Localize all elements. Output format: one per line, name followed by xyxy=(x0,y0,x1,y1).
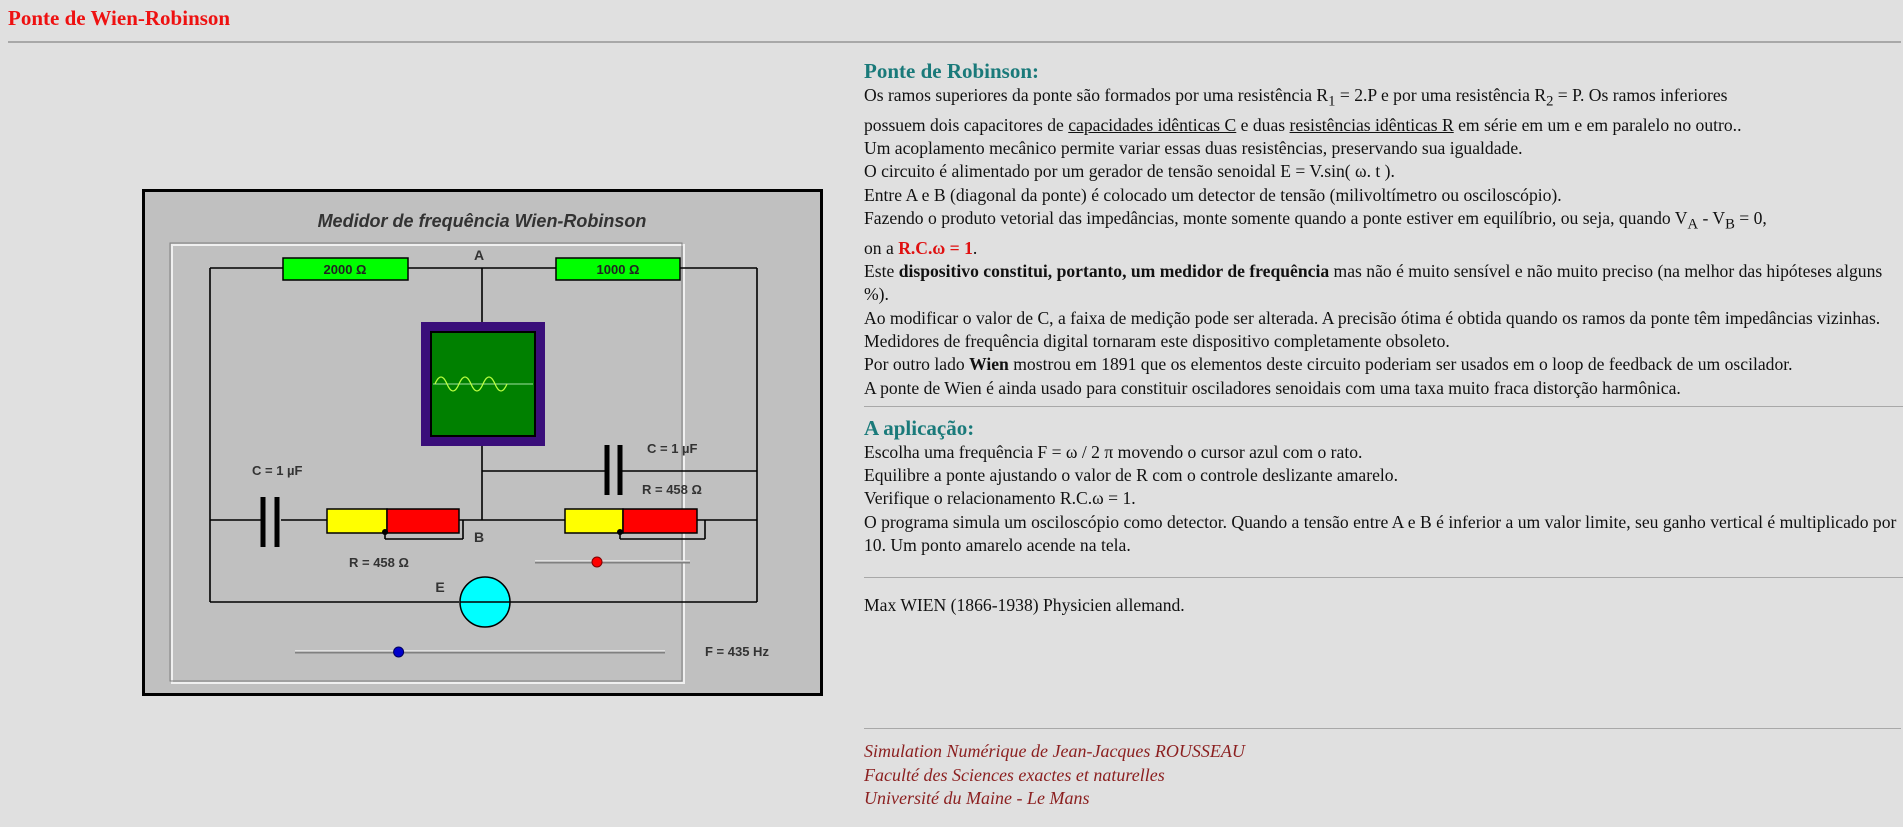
capacitor-left-label: C = 1 µF xyxy=(252,463,303,478)
resistor-r2 xyxy=(556,258,680,280)
credits-line-1: Simulation Numérique de Jean-Jacques ROUSSEAU xyxy=(864,741,1245,761)
frequency-slider-knob[interactable] xyxy=(394,647,404,657)
top-divider xyxy=(8,41,1901,43)
resistor-r1-label: 2000 Ω xyxy=(323,262,367,277)
resistor-r1 xyxy=(283,258,408,280)
robinson-line-12: A ponte de Wien é ainda usado para constituir osciladores senoidais com uma taxa muito fraca distorção harmônica. xyxy=(864,377,1681,398)
node-b-label: B xyxy=(473,529,485,545)
robinson-line-6: Fazendo o produto vetorial das impedâncias, monte somente quando a ponte estiver em equilíbrio, ou seja, quando $V_A - V_B = 0$, xyxy=(864,208,1767,233)
section-divider-2 xyxy=(864,577,1903,578)
robinson-line-11: Por outro lado Wien mostrou em 1891 que os elementos deste circuito poderiam ser usados em o loop de feedback de um oscilador. xyxy=(864,354,1793,375)
robinson-line-3: Um acoplamento mecânico permite variar essas duas resistências, preservando sua igualdade. xyxy=(864,138,1523,159)
credits-line-2: Faculté des Sciences exactes et naturelles xyxy=(864,764,1165,785)
oscilloscope xyxy=(421,322,545,446)
application-line-4: O programa simula um osciloscópio como detector. Quando a tensão entre A e B é inferior a um valor limite, seu ganho vertical é multiplicado por 10. Um ponto amarelo acende na tela. xyxy=(864,511,1897,556)
frequency-slider[interactable] xyxy=(295,647,665,657)
wien-robinson-applet[interactable] xyxy=(142,189,823,696)
generator xyxy=(460,577,510,627)
robinson-line-7: on a R.C.ω = 1. xyxy=(864,237,978,258)
resistor-r2-label: 1000 Ω xyxy=(596,262,640,277)
applet-title: Medidor de frequência Wien-Robinson xyxy=(317,211,647,231)
applet-canvas xyxy=(145,192,820,693)
credits-divider xyxy=(864,728,1901,729)
resistor-right-label: R = 458 Ω xyxy=(642,482,702,497)
page-title: Ponte de Wien-Robinson xyxy=(8,6,231,30)
robinson-line-10: Medidores de frequência digital tornaram este dispositivo completamente obsoleto. xyxy=(864,331,1450,351)
frequency-readout: F = 435 Hz xyxy=(705,644,769,659)
credits xyxy=(864,740,1245,811)
robinson-line-9: Ao modificar o valor de C, a faixa de medição pode ser alterada. A precisão ótima é obtida quando os ramos da ponte têm impedâncias vizinhas. xyxy=(864,307,1881,328)
application-line-2: Equilibre a ponte ajustando o valor de R com o controle deslizante amarelo. xyxy=(864,465,1398,486)
robinson-line-5: Entre A e B (diagonal da ponte) é colocado um detector de tensão (milivoltímetro ou osciloscópio). xyxy=(864,184,1562,205)
capacitor-right-label: C = 1 µF xyxy=(647,441,698,456)
variable-resistor-left[interactable] xyxy=(327,509,459,535)
variable-resistor-right[interactable] xyxy=(565,509,697,535)
robinson-line-4: O circuito é alimentado por um gerador de tensão senoidal E = V.sin( ω. t ). xyxy=(864,161,1395,182)
r-slider-knob[interactable] xyxy=(592,557,602,567)
credits-line-3: Université du Maine - Le Mans xyxy=(864,788,1090,808)
robinson-line-1: Os ramos superiores da ponte são formados por uma resistência $R_1 = 2.P$ e por uma resistência $R_2 = P$. Os ramos inferiores xyxy=(864,85,1728,110)
capacitor-left xyxy=(263,497,277,547)
r-slider[interactable] xyxy=(535,557,690,567)
capacitor-right xyxy=(607,445,620,495)
application-heading: A aplicação: xyxy=(864,415,975,440)
node-a-label: A xyxy=(473,247,485,263)
description-column xyxy=(864,58,1903,618)
robinson-line-2: possuem dois capacitores de capacidades idênticas C e duas resistências idênticas R em série em um e em paralelo no outro.. xyxy=(864,114,1742,135)
wien-note: Max WIEN (1866-1938) Physicien allemand. xyxy=(864,595,1185,616)
application-line-3: Verifique o relacionamento R.C.ω = 1. xyxy=(864,488,1136,509)
rc-omega-relation: R.C.ω = 1 xyxy=(898,237,973,258)
application-line-1: Escolha uma frequência F = ω / 2 π movendo o cursor azul com o rato. xyxy=(864,441,1363,462)
resistor-left-label: R = 458 Ω xyxy=(349,555,409,570)
node-e-label: E xyxy=(435,579,445,595)
robinson-heading: Ponte de Robinson: xyxy=(864,59,1040,83)
robinson-line-8: Este dispositivo constitui, portanto, um medidor de frequência mas não é muito sensível e não muito preciso (na melhor das hipóteses alguns %). xyxy=(864,261,1883,305)
section-divider xyxy=(864,406,1903,407)
